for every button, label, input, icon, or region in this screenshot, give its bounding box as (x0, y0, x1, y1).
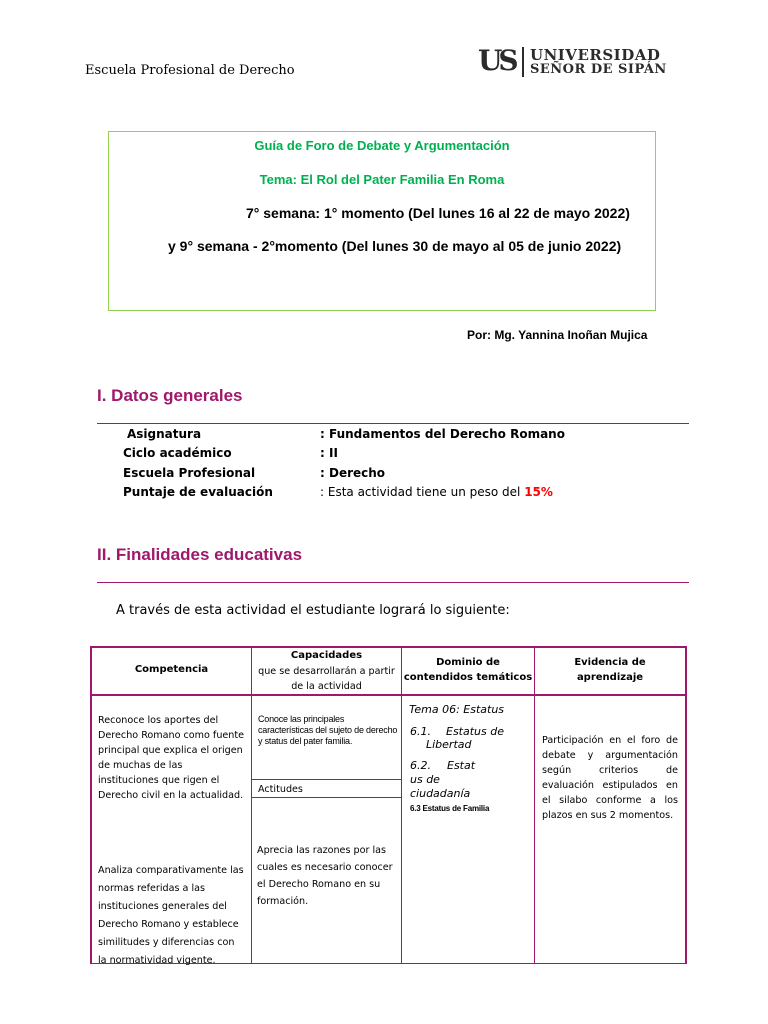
logo-mark-icon: US (478, 44, 515, 77)
section-1-title: I. Datos generales (97, 386, 243, 405)
subtema-2-number: 6.2. (410, 759, 431, 772)
logo-text-line1: UNIVERSIDAD (530, 46, 661, 64)
subtema-2-text-b: us de (410, 773, 440, 786)
header-evidencia: Evidencia de aprendizaje (574, 657, 646, 683)
guide-topic: Tema: El Rol del Pater Familia En Roma (259, 172, 505, 187)
info-label-escuela: Escuela Profesional (123, 466, 256, 480)
subtema-1-number: 6.1. (410, 725, 431, 738)
subtema-3: 6.3 Estatus de Familia (410, 804, 490, 813)
subtema-1-text: Estatus de Libertad (426, 725, 504, 751)
header-capacidades-sub: que se desarrollarán a partir de la actividad (258, 666, 395, 692)
section-2-title: II. Finalidades educativas (97, 545, 303, 564)
university-logo (478, 44, 667, 79)
header-competencia: Competencia (134, 664, 209, 675)
info-label-asignatura: Asignatura (127, 427, 202, 441)
puntaje-percentage: 15% (524, 485, 553, 499)
section-2-intro: A través de esta actividad el estudiante logrará lo siguiente: (116, 603, 510, 618)
capacidades-divider-2 (251, 797, 401, 798)
actitud-text: Aprecia las razones por las cuales es necesario conocer el Derecho Romano en su formación. (257, 845, 393, 907)
guide-title: Guía de Foro de Debate y Argumentación (254, 138, 510, 153)
header-capacidades: Capacidades (290, 650, 363, 661)
subtema-2-text-c: ciudadanía (410, 787, 471, 800)
puntaje-text: : Esta actividad tiene un peso del (320, 485, 525, 499)
subtema-2-text-a: Estat (447, 759, 476, 772)
guide-box (108, 131, 656, 311)
section-2-rule (97, 582, 689, 583)
competencia-1: Reconoce los aportes del Derecho Romano como fuente principal que explica el origen de muchas de las instituciones que rigen el Derecho civil en la actualidad. (98, 715, 245, 801)
actitudes-label: Actitudes (258, 784, 303, 795)
info-value-puntaje (320, 485, 553, 499)
capacidades-divider-1 (251, 779, 401, 780)
table-border-left (90, 646, 92, 964)
info-label-ciclo: Ciclo académico (123, 446, 232, 460)
tema-title: Tema 06: Estatus (409, 703, 505, 716)
info-label-puntaje: Puntaje de evaluación (123, 485, 273, 499)
section-1-rule (97, 423, 689, 424)
table-col-divider-2 (401, 646, 402, 964)
table-col-divider-3 (534, 646, 535, 964)
header-dominio: Dominio de contendidos temáticos (403, 657, 533, 683)
logo-text-line2: SEÑOR DE SIPÁN (530, 62, 667, 77)
guide-week-7: 7° semana: 1° momento (Del lunes 16 al 22 de mayo 2022) (246, 205, 630, 221)
author: Por: Mg. Yannina Inoñan Mujica (467, 328, 648, 342)
table-header-divider (90, 694, 686, 696)
competencia-2: Analiza comparativamente las normas referidas a las instituciones generales del Derecho Romano y establece similitudes y diferencias con la normatividad vigente. (98, 865, 244, 966)
table-border-right (685, 646, 687, 964)
info-value-ciclo: : II (320, 446, 338, 460)
guide-week-9: y 9° semana - 2°momento (Del lunes 30 de mayo al 05 de junio 2022) (168, 238, 622, 254)
evidencia-text: Participación en el foro de debate y argumentación según criterios de evaluación estipulados en el silabo conforme a los plazos en sus 2 momentos. (542, 735, 678, 821)
capacidad-text: Conoce las principales características del sujeto de derecho y status del pater familia. (258, 714, 398, 746)
info-value-escuela: : Derecho (320, 466, 386, 480)
table-col-divider-1 (251, 646, 252, 964)
logo-divider (522, 47, 524, 77)
school-name: Escuela Profesional de Derecho (85, 63, 295, 78)
info-value-asignatura: : Fundamentos del Derecho Romano (320, 427, 565, 441)
